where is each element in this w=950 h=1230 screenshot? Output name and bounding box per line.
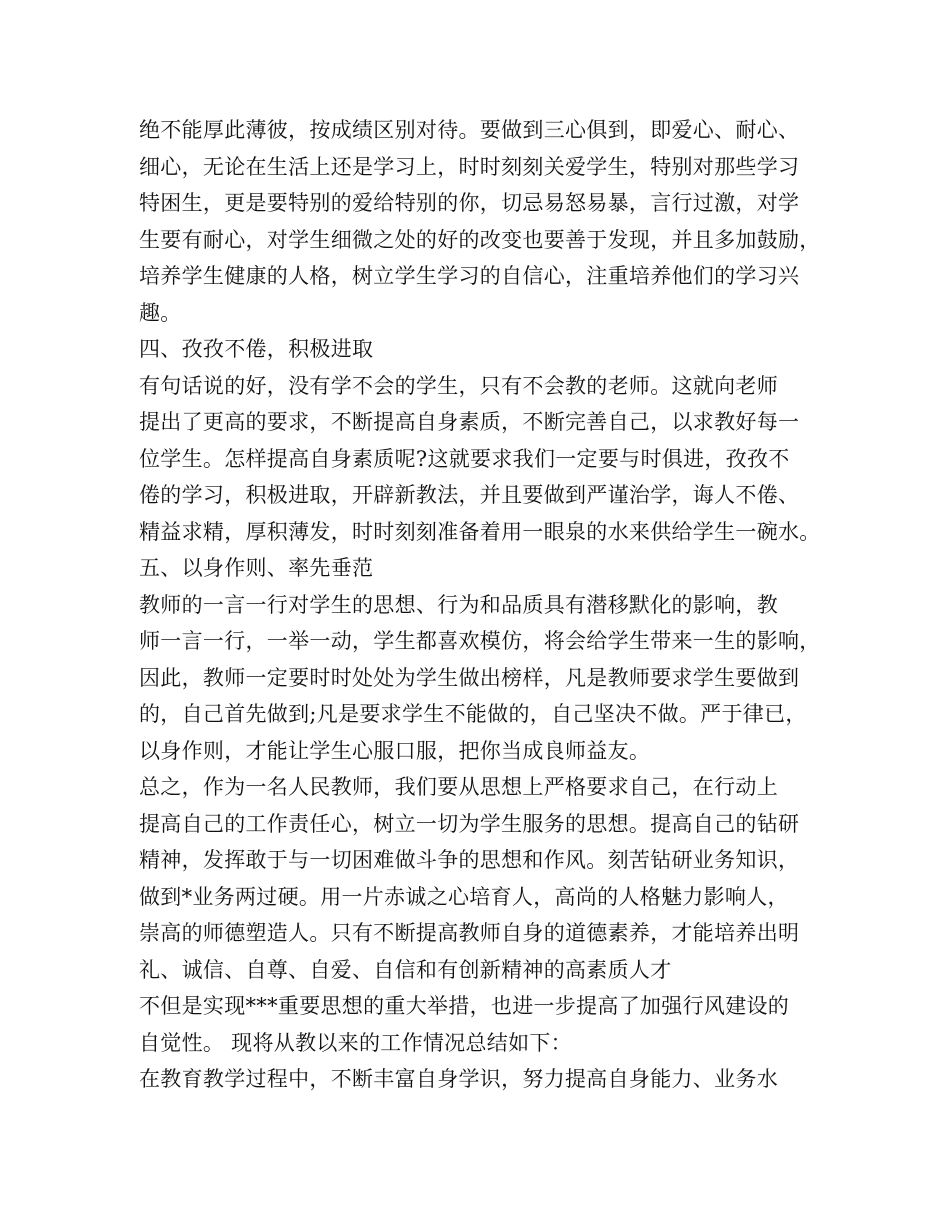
section-heading: 五、以身作则、率先垂范 — [139, 556, 374, 580]
text-line: 师一言一行，一举一动，学生都喜欢模仿，将会给学生带来一生的影响， — [139, 629, 821, 653]
text-line: 细心，无论在生活上还是学习上，时时刻刻关爱学生，特别对那些学习 — [139, 154, 800, 179]
text-line: 礼、诚信、自尊、自爱、自信和有创新精神的高素质人才 — [139, 957, 672, 982]
text-line: 位学生。怎样提高自身素质呢?这就要求我们一定要与时俱进，孜孜不 — [139, 446, 790, 471]
text-line: 总之，作为一名人民教师，我们要从思想上严格要求自己，在行动上 — [139, 775, 778, 799]
text-line: 精神，发挥敢于与一切困难做斗争的思想和作风。刻苦钻研业务知识， — [139, 848, 800, 872]
text-line: 生要有耐心，对学生细微之处的好的改变也要善于发现，并且多加鼓励， — [139, 227, 821, 252]
text-line: 趣。 — [139, 300, 182, 325]
text-line: 特困生，更是要特别的爱给特别的你，切忌易怒易暴，言行过激，对学 — [139, 191, 800, 215]
text-line: 倦的学习，积极进取，开辟新教法，并且要做到严谨治学，诲人不倦、 — [139, 483, 800, 507]
text-line: 绝不能厚此薄彼，按成绩区别对待。要做到三心俱到，即爱心、耐心、 — [139, 118, 800, 142]
section-heading: 四、孜孜不倦，积极进取 — [139, 337, 374, 361]
text-line: 做到*业务两过硬。用一片赤诚之心培育人，高尚的人格魅力影响人， — [139, 884, 789, 909]
text-line: 精益求精，厚积薄发，时时刻刻准备着用一眼泉的水来供给学生一碗水。 — [139, 519, 821, 544]
text-line: 教师的一言一行对学生的思想、行为和品质具有潜移默化的影响，教 — [139, 592, 778, 617]
text-line: 有句话说的好，没有学不会的学生，只有不会教的老师。这就向老师 — [139, 373, 778, 398]
body-text — [139, 112, 839, 1098]
text-line: 培养学生健康的人格，树立学生学习的自信心，注重培养他们的学习兴 — [139, 264, 800, 288]
text-line: 不但是实现***重要思想的重大举措，也进一步提高了加强行风建设的 — [139, 994, 790, 1018]
text-line: 的，自己首先做到;凡是要求学生不能做的，自己坚决不做。严于律已， — [139, 702, 807, 726]
text-line: 因此，教师一定要时时处处为学生做出榜样，凡是教师要求学生要做到 — [139, 665, 800, 690]
text-line: 提高自己的工作责任心，树立一切为学生服务的思想。提高自己的钻研 — [139, 811, 800, 836]
text-line: 自觉性。 现将从教以来的工作情况总结如下： — [139, 1030, 572, 1055]
text-line: 崇高的师德塑造人。只有不断提高教师自身的道德素养，才能培养出明 — [139, 921, 800, 945]
text-line: 以身作则，才能让学生心服口服，把你当成良师益友。 — [139, 738, 651, 763]
text-line: 在教育教学过程中，不断丰富自身学识，努力提高自身能力、业务水 — [139, 1067, 778, 1091]
text-line: 提出了更高的要求，不断提高自身素质，不断完善自己，以求教好每一 — [139, 410, 800, 434]
